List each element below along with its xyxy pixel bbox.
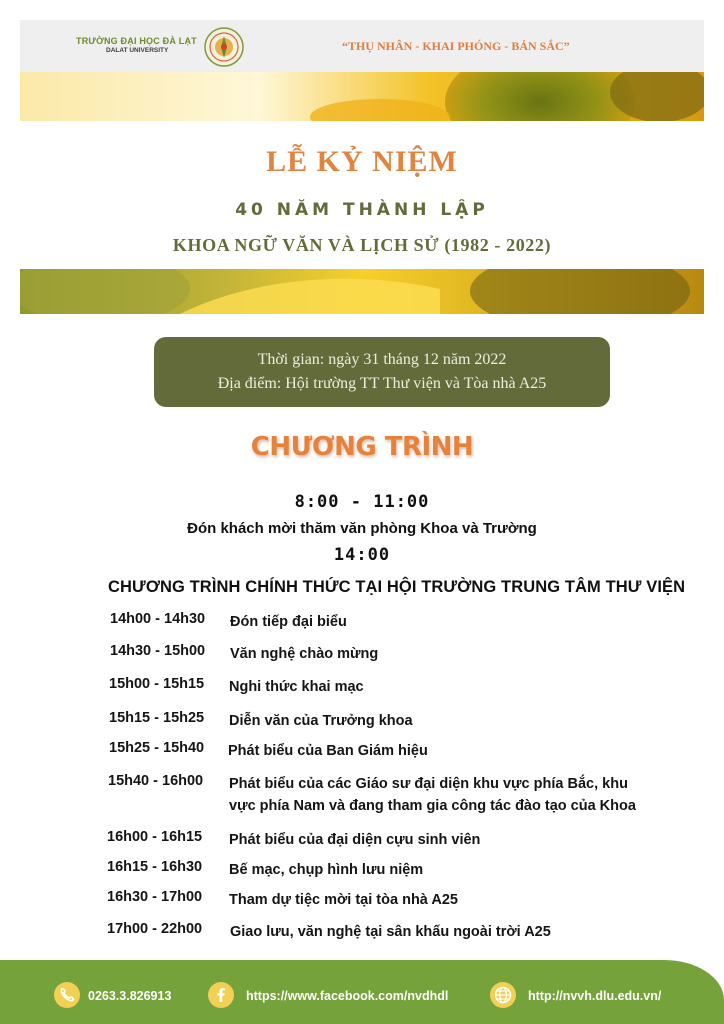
schedule-desc: Nghi thức khai mạc bbox=[229, 679, 364, 695]
footer-bar bbox=[0, 960, 724, 1024]
schedule-desc: Bế mạc, chụp hình lưu niệm bbox=[229, 862, 424, 878]
schedule-desc: Diễn văn của Trưởng khoa bbox=[229, 713, 413, 729]
schedule-desc: Phát biểu của đại diện cựu sinh viên bbox=[229, 832, 481, 848]
afternoon-time: 14:00 bbox=[333, 545, 391, 565]
schedule-desc: Đón tiếp đại biểu bbox=[230, 614, 347, 630]
sunflower-banner-top bbox=[20, 72, 704, 121]
header-bar bbox=[20, 20, 704, 72]
globe-icon bbox=[490, 982, 516, 1008]
official-program-heading: CHƯƠNG TRÌNH CHÍNH THỨC TẠI HỘI TRƯỜNG TRUNG TÂM THƯ VIỆN bbox=[108, 578, 686, 596]
schedule-time: 15h00 - 15h15 bbox=[109, 676, 205, 692]
website-link[interactable]: http://nvvh.dlu.edu.vn/ bbox=[528, 989, 662, 1003]
schedule-desc: Giao lưu, văn nghệ tại sân khấu ngoài trời A25 bbox=[230, 924, 551, 940]
schedule-time: 15h40 - 16h00 bbox=[108, 773, 204, 789]
morning-time: 8:00 - 11:00 bbox=[294, 492, 430, 512]
schedule-desc: Phát biểu của các Giáo sư đại diện khu vực phía Bắc, khu vực phía Nam và đang tham gia công tác đào tạo của Khoa bbox=[229, 776, 636, 814]
schedule-desc: Phát biểu của Ban Giám hiệu bbox=[228, 743, 428, 759]
university-name bbox=[76, 36, 197, 54]
phone-number[interactable]: 0263.3.826913 bbox=[88, 989, 172, 1003]
schedule-time: 16h30 - 17h00 bbox=[107, 889, 203, 905]
program-heading: CHƯƠNG TRÌNH bbox=[250, 432, 474, 462]
event-title: LỄ KỶ NIỆM bbox=[266, 145, 458, 178]
schedule-desc: Văn nghệ chào mừng bbox=[230, 646, 379, 662]
motto: “THỤ NHÂN - KHAI PHÓNG - BẢN SẮC” bbox=[342, 39, 570, 53]
schedule-time: 16h00 - 16h15 bbox=[107, 829, 203, 845]
event-location: Địa điểm: Hội trường TT Thư viện và Tòa nhà A25 bbox=[217, 375, 547, 392]
anniversary-subtitle: 40 NĂM THÀNH LẬP bbox=[235, 200, 489, 220]
schedule-time: 16h15 - 16h30 bbox=[107, 859, 203, 875]
schedule-time: 14h30 - 15h00 bbox=[110, 643, 206, 659]
event-time: Thời gian: ngày 31 tháng 12 năm 2022 bbox=[257, 351, 507, 368]
schedule-time: 15h25 - 15h40 bbox=[109, 740, 205, 756]
schedule-desc: Tham dự tiệc mời tại tòa nhà A25 bbox=[229, 892, 458, 908]
event-info-box bbox=[154, 337, 610, 407]
sunflower-banner-bottom bbox=[20, 269, 704, 314]
university-name-en: DALAT UNIVERSITY bbox=[106, 47, 169, 54]
university-logo-icon bbox=[204, 27, 244, 67]
facebook-link[interactable]: https://www.facebook.com/nvdhdl bbox=[246, 989, 449, 1003]
university-name-vi: TRƯỜNG ĐẠI HỌC ĐÀ LẠT bbox=[76, 36, 197, 46]
facebook-icon bbox=[208, 982, 234, 1008]
morning-activity: Đón khách mời thăm văn phòng Khoa và Trường bbox=[187, 520, 537, 537]
schedule-time: 14h00 - 14h30 bbox=[110, 611, 206, 627]
schedule-time: 15h15 - 15h25 bbox=[109, 710, 205, 726]
faculty-title: KHOA NGỮ VĂN VÀ LỊCH SỬ (1982 - 2022) bbox=[172, 235, 552, 255]
phone-icon bbox=[54, 982, 80, 1008]
schedule-time: 17h00 - 22h00 bbox=[107, 921, 203, 937]
